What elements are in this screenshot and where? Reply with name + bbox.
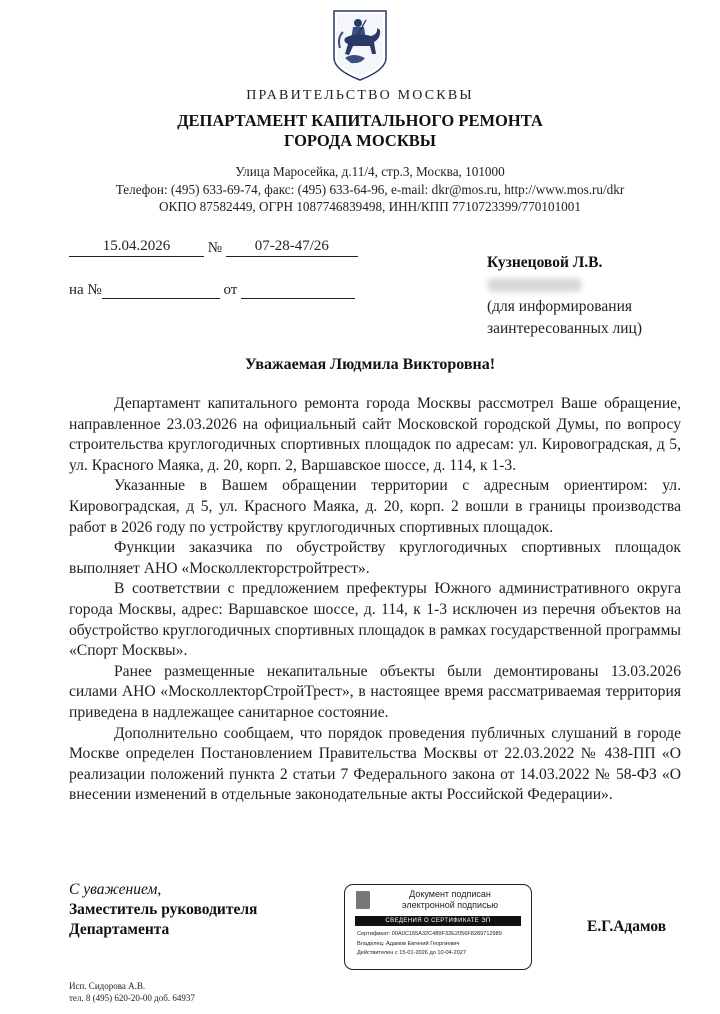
department-title-line2: ГОРОДА МОСКВЫ [283,131,436,150]
department-contacts [0,163,720,216]
recipient-redacted [487,274,642,296]
moscow-emblem-icon [356,891,370,909]
paragraph: Департамент капитального ремонта города Москвы рассмотрел Ваше обращение, направленное 23.03.2026 на официальный сайт Московской городской Думы, по вопросу строительства круглогодичных спортивных площадок по адресам: ул. Кировоградская, д 5, ул. Красного Маяка, д. 20, корп. 2, Варшавское шоссе, д. 114, к 1-3. [69,395,681,474]
department-address: Улица Маросейка, д.11/4, стр.3, Москва, 101000 [235,164,505,179]
letter-body [69,394,681,806]
paragraph: Указанные в Вашем обращении территории с адресным ориентиром: ул. Кировоградская, д 5, ул. Красного Маяка, д. 20, корп. 2 вошли в границы производства работ в 2026 году по устройству круглогодичных спортивных площадок. [69,477,681,536]
registration-date-number [69,238,358,257]
electronic-signature-stamp [344,884,532,970]
moscow-coat-of-arms-icon [331,8,389,82]
esig-title [373,889,527,911]
paragraph: Ранее размещенные некапитальные объекты были демонтированы 13.03.2026 силами АНО «МосколлекторСтройТрест», в настоящее время рассматриваемая территория приведена в надлежащее санитарное состояние. [69,662,681,721]
registration-date: 15.04.2026 [69,238,204,257]
esig-owner: Владелец: Адамов Евгений Георгиевич [357,940,460,947]
signer-position-line1: Заместитель руководителя [69,901,258,918]
esig-details [357,930,502,959]
reply-to-label: на № [69,282,102,298]
government-title: ПРАВИТЕЛЬСТВО МОСКВЫ [246,88,474,103]
esig-title-line1: Документ подписан [409,889,491,899]
recipient-note-line1: (для информирования [487,298,633,315]
department-title-line1: ДЕПАРТАМЕНТ КАПИТАЛЬНОГО РЕМОНТА [177,111,543,130]
number-label: № [207,240,223,256]
esig-title-line2: электронной подписью [401,900,499,910]
paragraph: Дополнительно сообщаем, что порядок проведения публичных слушаний в городе Москве определен Постановлением Правительства Москвы от 22.03.2022 № 438-ПП «О реализации положений пункта 2 статьи 7 Федерального закона от 14.03.2022 № 58-ФЗ «О внесении изменений в отдельные законодательные акты Российской Федерации». [69,724,681,804]
from-label: от [223,282,238,298]
reply-to-date [241,280,355,299]
paragraph: Функции заказчика по обустройству круглогодичных спортивных площадок выполняет АНО «Москоллекторстройтрест». [69,539,681,577]
recipient-block [487,252,642,340]
department-codes: ОКПО 87582449, ОГРН 1087746839498, ИНН/КПП 7710723399/770101001 [159,199,581,214]
reply-to-row [69,280,355,299]
department-phone-email: Телефон: (495) 633-69-74, факс: (495) 633-64-96, e-mail: dkr@mos.ru, http://www.mos.ru/dkr [115,181,625,197]
reply-to-number [102,280,220,299]
esig-validity: Действителен с 15-01-2026 до 10-04-2027 [357,950,466,956]
signer-name: Е.Г.Адамов [587,918,667,935]
executor-phone: тел. 8 (495) 620-20-00 доб. 64937 [69,993,195,1003]
closing-regards: С уважением, [69,881,162,898]
esig-certificate: Сертификат: 00A0C165A32C489F32E2056F8289712989 [357,931,502,937]
recipient-note-line2: заинтересованных лиц) [487,320,642,337]
registration-number: 07-28-47/26 [226,238,358,257]
executor-block [69,980,195,1004]
closing-block [69,880,257,940]
paragraph: В соответствии с предложением префектуры Южного административного округа города Москвы, адрес: Варшавское шоссе, д. 114, к 1-3 исключен из перечня объектов на обустройство круглогодичных спортивных площадок в рамках государственной программы «Спорт Москвы». [69,580,681,660]
recipient-name: Кузнецовой Л.В. [487,254,603,271]
department-title [0,111,720,151]
signer-position-line2: Департамента [69,921,170,938]
greeting: Уважаемая Людмила Викторовна! [244,356,496,373]
executor-name: Исп. Сидорова А.В. [69,981,146,991]
esig-certificate-header: СВЕДЕНИЯ О СЕРТИФИКАТЕ ЭП [355,916,521,926]
